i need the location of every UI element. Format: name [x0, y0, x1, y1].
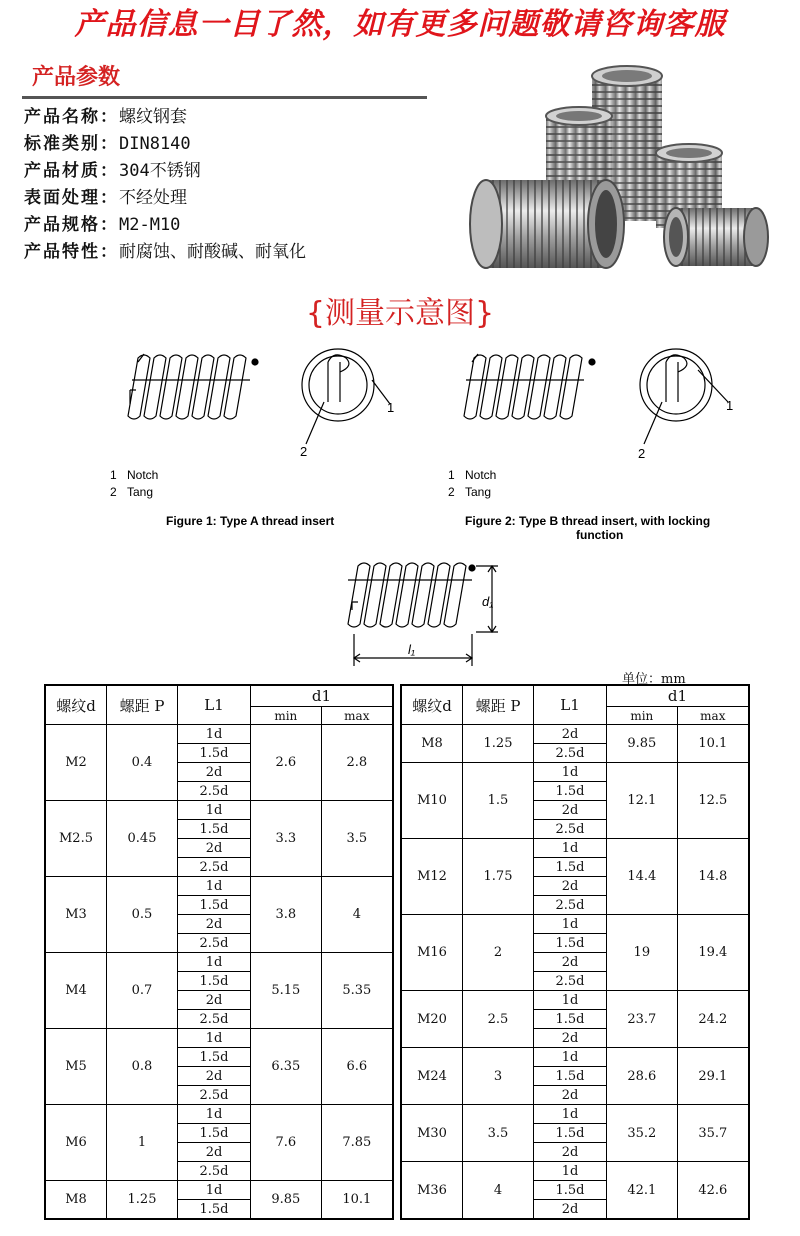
pitch-cell: 2: [463, 915, 534, 991]
type-b-notch-callout: 1: [726, 398, 734, 413]
spec-table-right: [400, 684, 750, 1220]
l1-cell: 2.5d: [178, 1010, 251, 1029]
fig1-legend-2-number: 2: [110, 485, 117, 499]
thread-size-cell: M12: [401, 839, 463, 915]
section-title: 产品参数: [32, 64, 121, 90]
d1-max-cell: 19.4: [677, 915, 749, 991]
l1-cell: 1.5d: [178, 896, 251, 915]
param-label: 标准类别：: [24, 134, 119, 154]
l1-cell: 1.5d: [178, 1200, 251, 1220]
header-l1: L1: [534, 685, 607, 725]
param-row: [24, 185, 306, 212]
d1-min-cell: 3.3: [251, 801, 322, 877]
pitch-cell: 1.25: [463, 725, 534, 763]
figure-2-caption: Figure 2: Type B thread insert, with locking: [465, 514, 711, 528]
l1-cell: 1d: [534, 1162, 607, 1181]
d1-min-cell: 2.6: [251, 725, 322, 801]
l1-cell: 1d: [178, 1105, 251, 1124]
header-thread-d: 螺纹d: [401, 685, 463, 725]
param-value: 304不锈钢: [119, 161, 201, 181]
fig2-legend-1-number: 1: [448, 468, 455, 482]
section-divider: [22, 96, 427, 99]
header-d1: d1: [607, 685, 750, 707]
type-a-coil-drawing: [128, 354, 250, 419]
d1-min-cell: 9.85: [607, 725, 678, 763]
l1-cell: 1.5d: [178, 1124, 251, 1143]
product-photo: [466, 58, 786, 278]
d1-min-cell: 6.35: [251, 1029, 322, 1105]
table-row: [401, 725, 749, 744]
header-min: min: [251, 707, 322, 725]
d1-max-cell: 2.8: [321, 725, 393, 801]
l1-cell: 2d: [178, 763, 251, 782]
fig1-legend-1-number: 1: [110, 468, 117, 482]
l1-cell: 2d: [534, 1086, 607, 1105]
pitch-cell: 0.45: [107, 801, 178, 877]
l1-cell: 2d: [178, 1143, 251, 1162]
d1-min-cell: 23.7: [607, 991, 678, 1048]
l1-cell: 1.5d: [178, 972, 251, 991]
fig2-legend-1-text: Notch: [465, 468, 497, 482]
pitch-cell: 0.8: [107, 1029, 178, 1105]
d1-max-cell: 42.6: [677, 1162, 749, 1220]
l1-cell: 1d: [178, 877, 251, 896]
d1-max-cell: 24.2: [677, 991, 749, 1048]
l1-cell: 1.5d: [534, 858, 607, 877]
d1-max-cell: 5.35: [321, 953, 393, 1029]
l1-cell: 1d: [178, 1029, 251, 1048]
table-row: [45, 725, 393, 744]
d1-max-cell: 35.7: [677, 1105, 749, 1162]
d1-max-cell: 10.1: [321, 1181, 393, 1220]
l1-cell: 1.5d: [534, 1124, 607, 1143]
l1-cell: 1.5d: [178, 744, 251, 763]
param-value: DIN8140: [119, 134, 191, 154]
d1-max-cell: 7.85: [321, 1105, 393, 1181]
l1-cell: 1.5d: [534, 934, 607, 953]
l1-cell: 2d: [178, 839, 251, 858]
table-row: [401, 763, 749, 782]
d1-min-cell: 35.2: [607, 1105, 678, 1162]
pitch-cell: 4: [463, 1162, 534, 1220]
param-row: [24, 212, 306, 239]
pitch-cell: 0.5: [107, 877, 178, 953]
d1-min-cell: 12.1: [607, 763, 678, 839]
pitch-cell: 2.5: [463, 991, 534, 1048]
type-a-end-view: [302, 349, 390, 444]
table-row: [45, 877, 393, 896]
thread-size-cell: M24: [401, 1048, 463, 1105]
l1-cell: 1d: [534, 1048, 607, 1067]
l1-cell: 1d: [178, 953, 251, 972]
l1-cell: 1.5d: [534, 1067, 607, 1086]
thread-size-cell: M16: [401, 915, 463, 991]
l1-cell: 1d: [178, 725, 251, 744]
d1-min-cell: 7.6: [251, 1105, 322, 1181]
pitch-cell: 1: [107, 1105, 178, 1181]
table-row: [401, 839, 749, 858]
table-row: [45, 953, 393, 972]
param-label: 表面处理：: [24, 188, 119, 208]
unit-label: 单位：mm: [622, 672, 686, 687]
type-b-coil-drawing: [464, 354, 584, 419]
header-min: min: [607, 707, 678, 725]
l1-cell: 2.5d: [178, 1086, 251, 1105]
d1-min-cell: 28.6: [607, 1048, 678, 1105]
l1-cell: 2d: [534, 877, 607, 896]
dimension-coil-drawing: [348, 563, 498, 666]
thread-size-cell: M20: [401, 991, 463, 1048]
l1-cell: 1d: [178, 801, 251, 820]
pitch-cell: 1.75: [463, 839, 534, 915]
table-row: [401, 1105, 749, 1124]
type-a-tang-callout: 2: [300, 444, 308, 459]
table-row: [401, 1048, 749, 1067]
table-row: [45, 1181, 393, 1200]
d1-min-cell: 5.15: [251, 953, 322, 1029]
l1-cell: 2.5d: [178, 782, 251, 801]
header-d1: d1: [251, 685, 394, 707]
d1-max-cell: 10.1: [677, 725, 749, 763]
l1-cell: 2.5d: [534, 972, 607, 991]
table-row: [401, 1162, 749, 1181]
l1-cell: 2d: [534, 1200, 607, 1220]
l1-cell: 1.5d: [178, 1048, 251, 1067]
d1-max-cell: 4: [321, 877, 393, 953]
l1-cell: 2d: [534, 1143, 607, 1162]
l1-cell: 1d: [534, 915, 607, 934]
header-max: max: [321, 707, 393, 725]
d1-max-cell: 6.6: [321, 1029, 393, 1105]
l1-cell: 2d: [534, 1029, 607, 1048]
d1-min-cell: 9.85: [251, 1181, 322, 1220]
l1-cell: 2d: [178, 1067, 251, 1086]
l1-cell: 1.5d: [178, 820, 251, 839]
thread-size-cell: M2.5: [45, 801, 107, 877]
l1-cell: 1d: [534, 763, 607, 782]
param-value: M2-M10: [119, 215, 181, 235]
l1-cell: 2d: [534, 801, 607, 820]
figure-1-caption: Figure 1: Type A thread insert: [166, 514, 335, 528]
header-l1: L1: [178, 685, 251, 725]
header-pitch: 螺距 P: [107, 685, 178, 725]
l1-cell: 1.5d: [534, 1010, 607, 1029]
table-row: [45, 1105, 393, 1124]
param-value: 不经处理: [119, 188, 187, 208]
fig1-legend-2-text: Tang: [127, 485, 154, 499]
l1-cell: 2d: [534, 953, 607, 972]
l1-cell: 2d: [534, 725, 607, 744]
type-a-notch-callout: 1: [387, 400, 395, 415]
thread-size-cell: M8: [401, 725, 463, 763]
l1-cell: 1d: [178, 1181, 251, 1200]
l1-cell: 1.5d: [534, 782, 607, 801]
param-value: 螺纹钢套: [119, 107, 187, 127]
pitch-cell: 1.5: [463, 763, 534, 839]
thread-size-cell: M6: [45, 1105, 107, 1181]
pitch-cell: 0.7: [107, 953, 178, 1029]
thread-size-cell: M5: [45, 1029, 107, 1105]
param-label: 产品特性：: [24, 242, 119, 262]
l1-cell: 1d: [534, 839, 607, 858]
d1-min-cell: 14.4: [607, 839, 678, 915]
thread-size-cell: M4: [45, 953, 107, 1029]
d1-min-cell: 3.8: [251, 877, 322, 953]
table-row: [401, 915, 749, 934]
l1-cell: 2d: [178, 915, 251, 934]
thread-size-cell: M30: [401, 1105, 463, 1162]
thread-size-cell: M10: [401, 763, 463, 839]
thread-size-cell: M36: [401, 1162, 463, 1220]
param-label: 产品规格：: [24, 215, 119, 235]
spec-table-left: [44, 684, 394, 1220]
param-row: [24, 158, 306, 185]
l1-cell: 2.5d: [534, 896, 607, 915]
header-max: max: [677, 707, 749, 725]
thread-size-cell: M3: [45, 877, 107, 953]
pitch-cell: 3: [463, 1048, 534, 1105]
measurement-diagram: [110, 340, 790, 670]
d1-max-cell: 3.5: [321, 801, 393, 877]
measurement-diagram-title: {测量示意图}: [305, 296, 495, 331]
l1-cell: 1d: [534, 991, 607, 1010]
pitch-cell: 1.25: [107, 1181, 178, 1220]
fig2-legend-2-number: 2: [448, 485, 455, 499]
l1-cell: 2d: [178, 991, 251, 1010]
param-row: [24, 131, 306, 158]
fig2-legend-2-text: Tang: [465, 485, 492, 499]
d1-max-cell: 12.5: [677, 763, 749, 839]
header-pitch: 螺距 P: [463, 685, 534, 725]
param-list: [24, 104, 306, 266]
thread-size-cell: M2: [45, 725, 107, 801]
param-row: [24, 104, 306, 131]
param-row: [24, 239, 306, 266]
param-label: 产品材质：: [24, 161, 119, 181]
d1-max-cell: 29.1: [677, 1048, 749, 1105]
thread-size-cell: M8: [45, 1181, 107, 1220]
d1-min-cell: 19: [607, 915, 678, 991]
figure-2-caption-line2: function: [576, 528, 624, 542]
pitch-cell: 3.5: [463, 1105, 534, 1162]
l1-cell: 1d: [534, 1105, 607, 1124]
type-b-end-view: [640, 349, 728, 444]
d1-dimension-label: d₁: [482, 594, 494, 609]
table-row: [401, 991, 749, 1010]
l1-cell: 2.5d: [534, 744, 607, 763]
table-row: [45, 801, 393, 820]
l1-cell: 2.5d: [178, 858, 251, 877]
param-value: 耐腐蚀、耐酸碱、耐氧化: [119, 242, 306, 262]
l1-cell: 1.5d: [534, 1181, 607, 1200]
table-row: [45, 1029, 393, 1048]
type-b-tang-callout: 2: [638, 446, 646, 461]
d1-min-cell: 42.1: [607, 1162, 678, 1220]
l1-cell: 2.5d: [178, 934, 251, 953]
param-label: 产品名称：: [24, 107, 119, 127]
l1-dimension-label: l₁: [408, 642, 415, 657]
d1-max-cell: 14.8: [677, 839, 749, 915]
promo-banner: 产品信息一目了然，如有更多问题敬请咨询客服: [74, 7, 726, 42]
fig1-legend-1-text: Notch: [127, 468, 159, 482]
pitch-cell: 0.4: [107, 725, 178, 801]
l1-cell: 2.5d: [534, 820, 607, 839]
l1-cell: 2.5d: [178, 1162, 251, 1181]
header-thread-d: 螺纹d: [45, 685, 107, 725]
